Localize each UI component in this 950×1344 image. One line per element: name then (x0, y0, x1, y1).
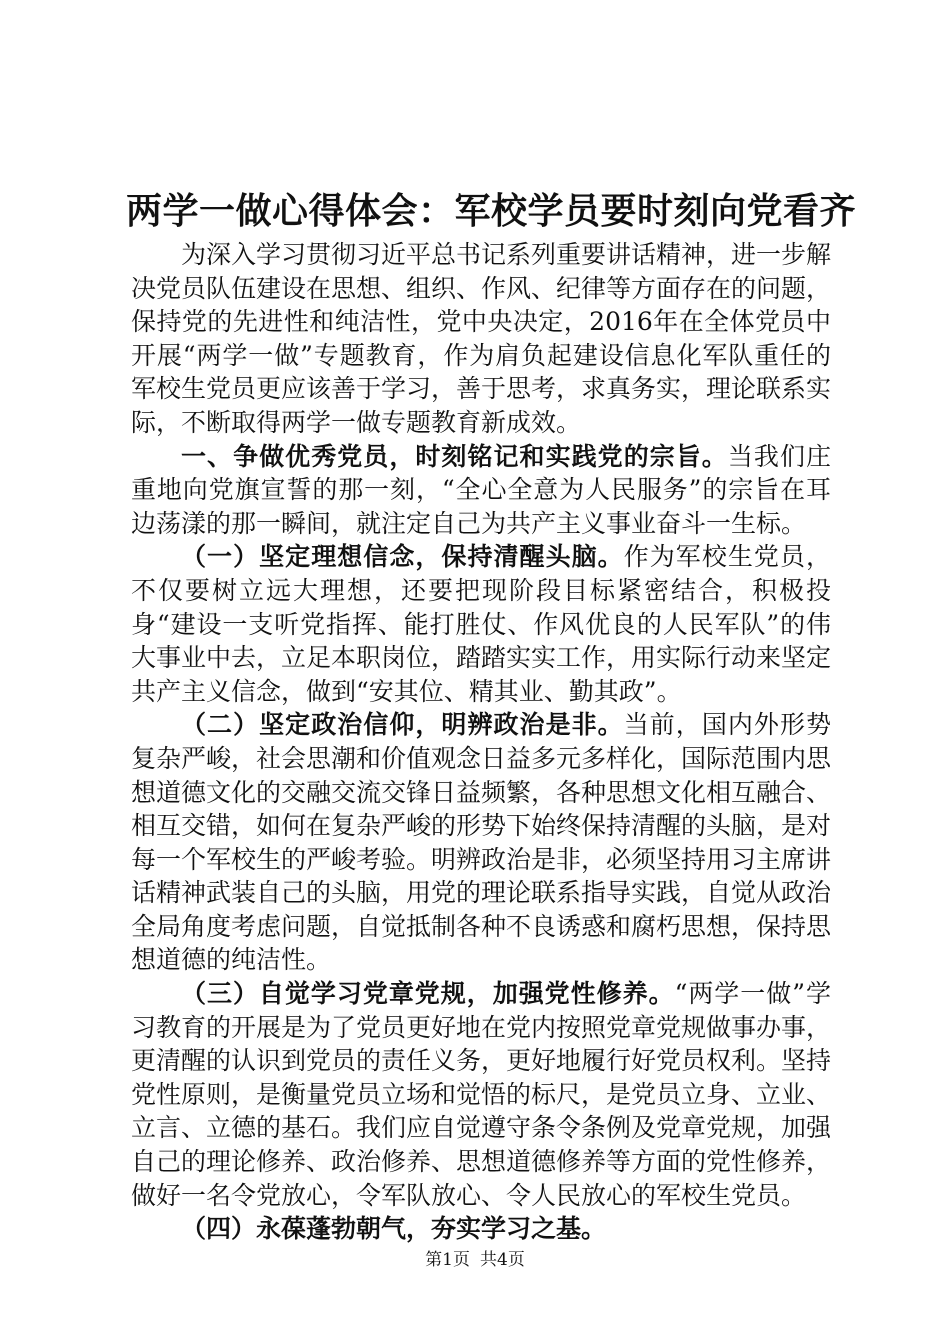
section-1-heading: 一、争做优秀党员，时刻铭记和实践党的宗旨。 (181, 441, 728, 471)
subsection-2-paragraph (131, 708, 831, 977)
subsection-1-paragraph (131, 540, 831, 708)
section-1-paragraph (131, 440, 831, 541)
subsection-2-text: 当前，国内外形势复杂严峻，社会思潮和价值观念日益多元多样化，国际范围内思想道德文化的交融交流交锋日益频繁，各种思想文化相互融合、相互交错，如何在复杂严峻的形势下始终保持清醒的头脑，是对每一个军校生的严峻考验。明辨政治是非，必须坚持用习主席讲话精神武装自己的头脑，用党的理论联系指导实践，自觉从政治全局角度考虑问题，自觉抵制各种不良诱惑和腐朽思想，保持思想道德的纯洁性。 (131, 710, 832, 975)
subsection-4-paragraph (131, 1212, 831, 1246)
document-title: 两学一做心得体会：军校学员要时刻向党看齐 (126, 190, 857, 232)
subsection-2-heading: （二）坚定政治信仰，明辨政治是非。 (181, 710, 624, 740)
page-number: 第1页 (425, 1250, 470, 1270)
section-1-text: 当我们庄重地向党旗宣誓的那一刻，“全心全意为人民服务”的宗旨在耳边荡漾的那一瞬间，就注定自己为共产主义事业奋斗一生标。 (131, 441, 831, 538)
subsection-3-text: “两学一做”学习教育的开展是为了党员更好地在党内按照党章党规做事办事，更清醒的认识到党员的责任义务，更好地履行好党员权利。坚持党性原则，是衡量党员立场和觉悟的标尺，是党员立身、立业、立言、立德的基石。我们应自觉遵守条令条例及党章党规，加强自己的理论修养、政治修养、思想道德修养等方面的党性修养，做好一名令党放心，令军队放心、令人民放心的军校生党员。 (131, 979, 832, 1210)
subsection-3-heading: （三）自觉学习党章党规，加强党性修养。 (181, 979, 675, 1009)
page-footer (0, 1248, 950, 1272)
page-total: 共4页 (480, 1250, 525, 1270)
intro-paragraph: 为深入学习贯彻习近平总书记系列重要讲话精神，进一步解决党员队伍建设在思想、组织、作风、纪律等方面存在的问题，保持党的先进性和纯洁性，党中央决定，2016年在全体党员中开展“两学一做”专题教育，作为肩负起建设信息化军队重任的军校生党员更应该善于学习，善于思考，求真务实，理论联系实际，不断取得两学一做专题教育新成效。 (131, 240, 832, 437)
document-body (131, 238, 831, 1246)
subsection-4-heading: （四）永葆蓬勃朝气，夯实学习之基。 (181, 1214, 607, 1244)
subsection-1-text: 作为军校生党员，不仅要树立远大理想，还要把现阶段目标紧密结合，积极投身“建设一支听党指挥、能打胜仗、作风优良的人民军队”的伟大事业中去，立足本职岗位，踏踏实实工作，用实际行动来坚定共产主义信念，做到“安其位、精其业、勤其政”。 (131, 542, 832, 706)
subsection-1-heading: （一）坚定理想信念，保持清醒头脑。 (181, 542, 624, 572)
subsection-3-paragraph (131, 977, 831, 1212)
